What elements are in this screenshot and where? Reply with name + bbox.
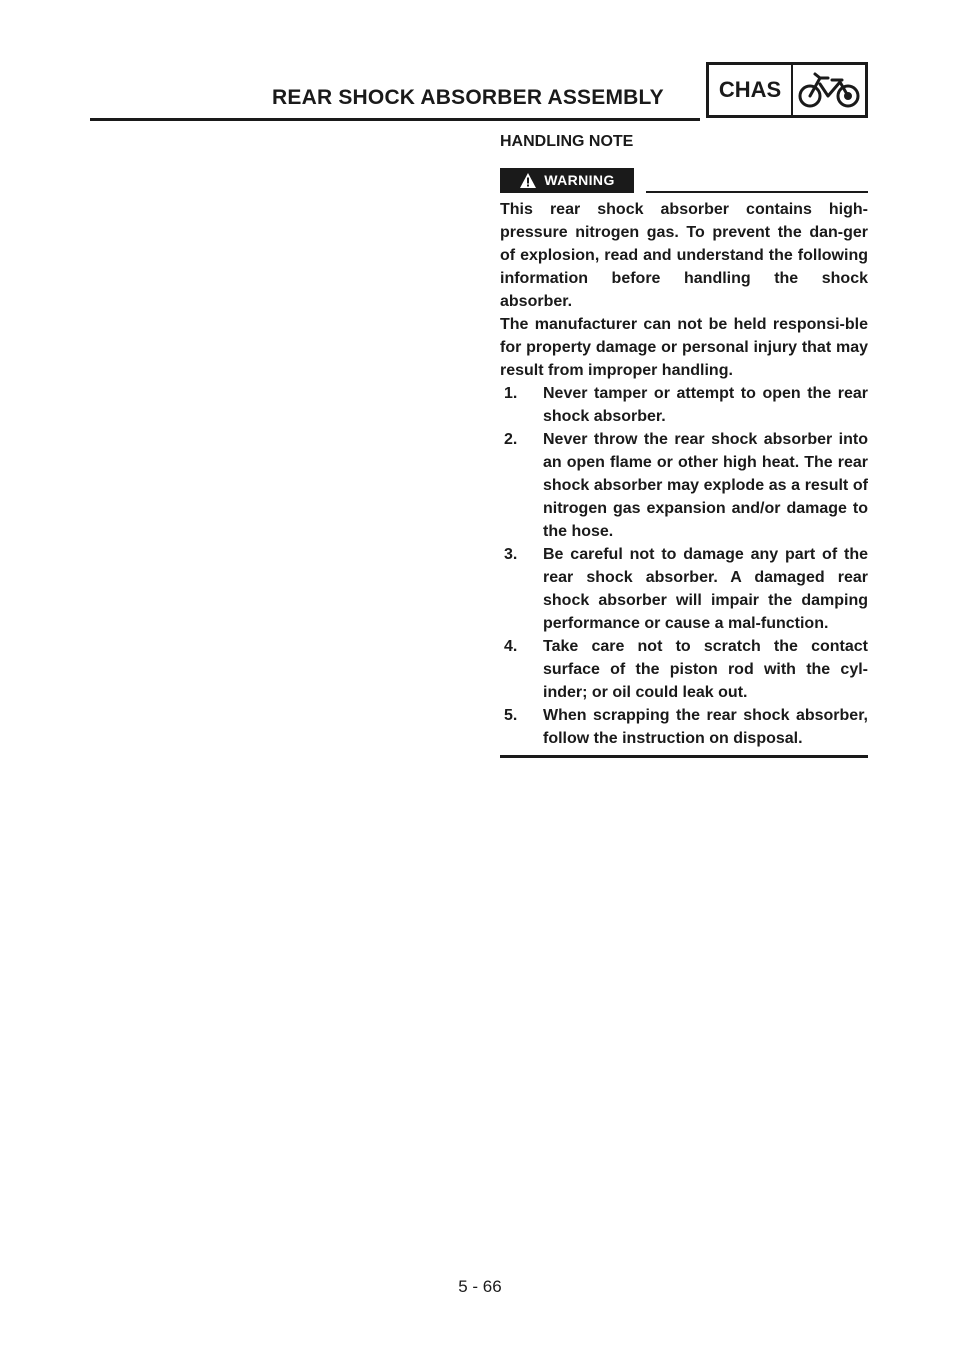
handling-steps-list — [500, 382, 868, 750]
step-number: 2. — [504, 431, 518, 448]
liability-paragraph: The manufacturer can not be held responsi-ble for property damage or personal injury that may result from improper handling. — [500, 316, 868, 379]
step-number: 5. — [504, 707, 518, 724]
list-item — [500, 382, 868, 428]
handling-note-section — [500, 130, 868, 758]
warning-label: WARNING — [544, 172, 615, 188]
step-number: 1. — [504, 385, 518, 402]
page-title: REAR SHOCK ABSORBER ASSEMBLY — [272, 86, 664, 109]
warning-badge — [500, 168, 634, 193]
list-item — [500, 704, 868, 750]
warning-header — [500, 167, 868, 193]
step-number: 3. — [504, 546, 518, 563]
warning-icon — [519, 172, 537, 189]
warning-rule — [646, 191, 868, 193]
step-text: Never tamper or attempt to open the rear shock absorber. — [543, 385, 868, 425]
warning-paragraph: This rear shock absorber contains high-pressure nitrogen gas. To prevent the dan-ger of explosion, read and understand the following information before handling the shock absorber. — [500, 201, 868, 310]
section-code: CHAS — [709, 65, 793, 115]
step-number: 4. — [504, 638, 518, 655]
warning-end-rule — [500, 755, 868, 758]
list-item — [500, 635, 868, 704]
step-text: Take care not to scratch the contact surface of the piston rod with the cyl-inder; or oil could leak out. — [543, 638, 868, 701]
header-rule — [90, 118, 700, 121]
step-text: Be careful not to damage any part of the rear shock absorber. A damaged rear shock absorber will impair the damping performance or cause a mal-function. — [543, 546, 868, 632]
step-text: When scrapping the rear shock absorber, follow the instruction on disposal. — [543, 707, 868, 747]
step-text: Never throw the rear shock absorber into an open flame or other high heat. The rear shock absorber may explode as a result of nitrogen gas expansion and/or damage to the hose. — [543, 431, 868, 540]
page-number: 5 - 66 — [458, 1277, 502, 1296]
list-item — [500, 428, 868, 543]
section-badge — [706, 62, 868, 118]
section-heading: HANDLING NOTE — [500, 133, 634, 150]
motorcycle-icon — [793, 65, 865, 115]
list-item — [500, 543, 868, 635]
